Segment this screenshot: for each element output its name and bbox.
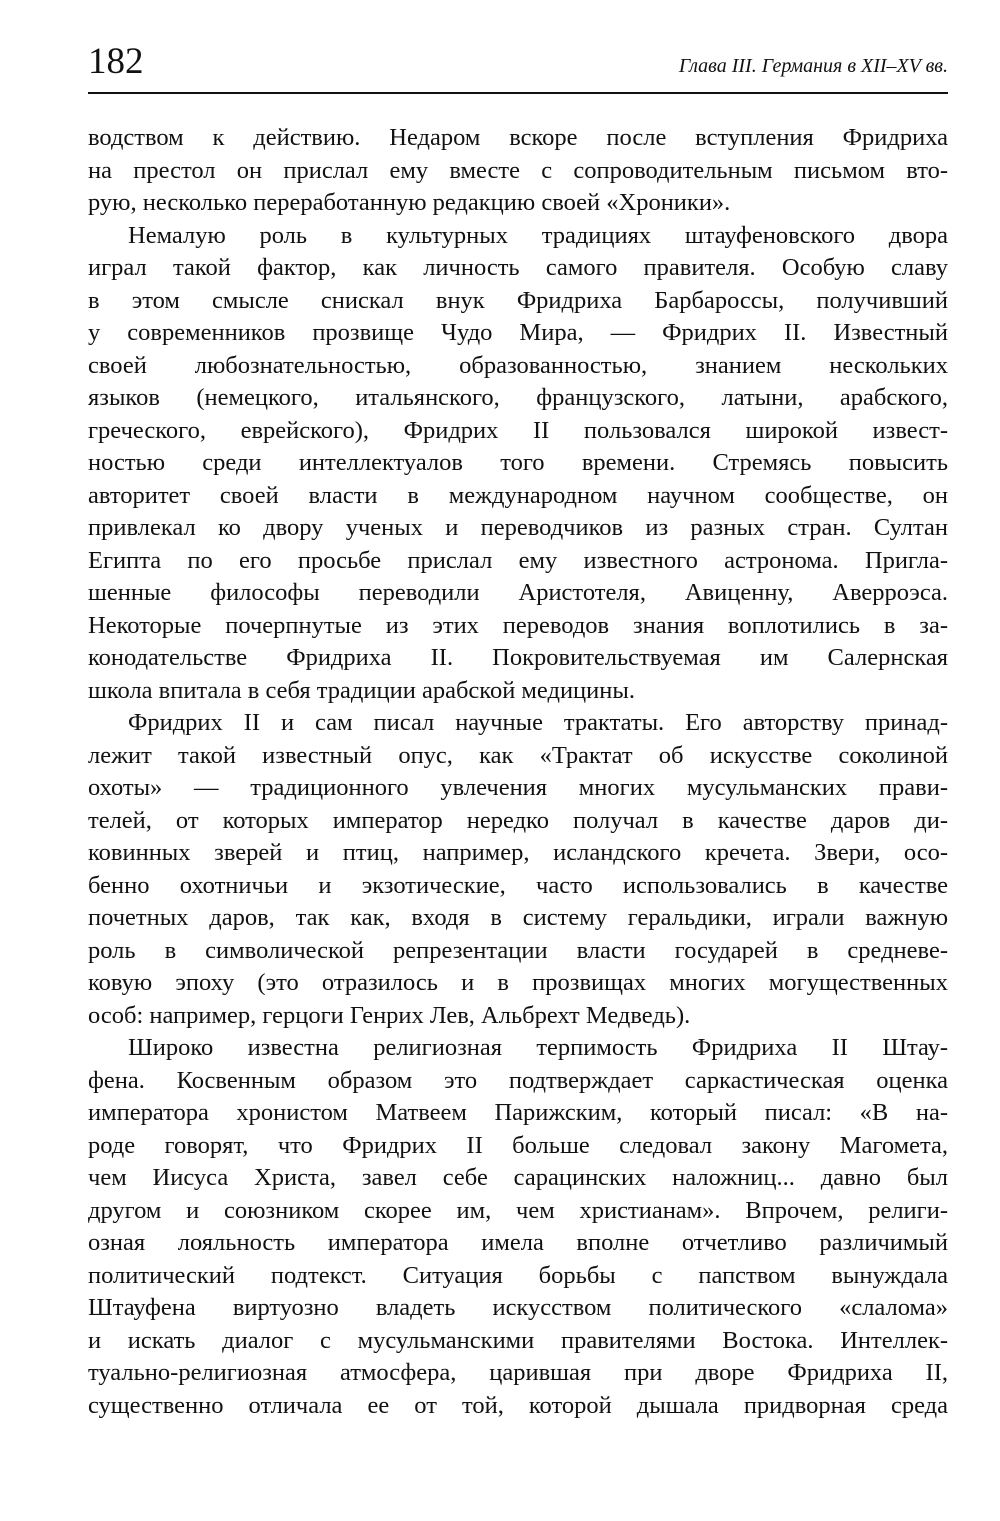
text-line: ковинных зверей и птиц, например, исландского кречета. Звери, осо- (88, 839, 948, 866)
text-line: почетных даров, так как, входя в систему геральдики, играли важную (88, 904, 948, 931)
page-number: 182 (88, 41, 144, 82)
paragraph (88, 122, 948, 220)
text-line: Немалую роль в культурных традициях штауфеновского двора (128, 221, 948, 249)
text-line: Некоторые почерпнутые из этих переводов знания воплотились в за- (88, 611, 948, 639)
running-head: Глава III. Германия в XII–XV вв. (678, 55, 948, 77)
text-line: роде говорят, что Фридрих II больше следовал закону Магомета, (88, 1131, 948, 1159)
text-line: Широко известна религиозная терпимость Фридриха II Штау- (128, 1034, 948, 1061)
text-line: существенно отличала ее от той, которой дышала придворная среда (88, 1391, 948, 1419)
body-text (88, 122, 948, 1422)
text-line: телей, от которых император нередко получал в качестве даров ди- (88, 806, 948, 834)
paragraph (88, 707, 948, 1032)
text-line: лежит такой известный опус, как «Трактат об искусстве соколиной (88, 741, 948, 769)
text-line: водством к действию. Недаром вскоре после вступления Фридриха (88, 124, 948, 151)
text-line: рую, несколько переработанную редакцию своей «Хроники». (88, 189, 731, 216)
text-line: и искать диалог с мусульманскими правителями Востока. Интеллек- (88, 1326, 948, 1354)
text-line: конодательстве Фридриха II. Покровительствуемая им Салернская (88, 644, 948, 671)
text-line: Штауфена виртуозно владеть искусством политического «слалома» (88, 1294, 948, 1321)
text-line: Египта по его просьбе прислал ему известного астронома. Пригла- (88, 546, 948, 574)
text-line: языков (немецкого, итальянского, французского, латыни, арабского, (88, 384, 948, 411)
text-line: авторитет своей власти в международном научном сообществе, он (88, 481, 948, 509)
text-line: другом и союзником скорее им, чем христианам». Впрочем, религи- (88, 1196, 948, 1224)
paragraph (88, 220, 948, 708)
text-line: бенно охотничьи и экзотические, часто использовались в качестве (88, 871, 948, 899)
paragraph (88, 1032, 948, 1422)
text-line: озная лояльность императора имела вполне отчетливо различимый (88, 1229, 948, 1256)
text-line: школа впитала в себя традиции арабской медицины. (88, 676, 635, 704)
text-line: чем Иисуса Христа, завел себе сарацинских наложниц... давно был (88, 1164, 948, 1191)
text-line: своей любознательностью, образованностью, знанием нескольких (88, 351, 948, 379)
book-page (88, 36, 948, 1422)
text-line: особ: например, герцоги Генрих Лев, Альбрехт Медведь). (88, 1001, 691, 1029)
text-line: греческого, еврейского), Фридрих II пользовался широкой извест- (88, 416, 948, 444)
page-header (88, 36, 948, 94)
text-line: императора хронистом Матвеем Парижским, который писал: «В на- (88, 1099, 948, 1126)
text-line: у современников прозвище Чудо Мира, — Фридрих II. Известный (88, 319, 948, 346)
text-line: туально-религиозная атмосфера, царившая при дворе Фридриха II, (88, 1359, 948, 1386)
text-line: фена. Косвенным образом это подтверждает саркастическая оценка (88, 1066, 948, 1094)
text-line: на престол он прислал ему вместе с сопроводительным письмом вто- (88, 156, 948, 184)
text-line: ковую эпоху (это отразилось и в прозвищах многих могущественных (88, 969, 948, 996)
text-line: охоты» — традиционного увлечения многих мусульманских прави- (88, 774, 948, 801)
text-line: ностью среди интеллектуалов того времени. Стремясь повысить (88, 449, 948, 476)
text-line: в этом смысле снискал внук Фридриха Барбароссы, получивший (88, 286, 948, 314)
text-line: шенные философы переводили Аристотеля, Авиценну, Аверроэса. (88, 579, 948, 606)
text-line: Фридрих II и сам писал научные трактаты. Его авторству принад- (128, 709, 948, 736)
text-line: политический подтекст. Ситуация борьбы с папством вынуждала (88, 1261, 948, 1289)
text-line: играл такой фактор, как личность самого правителя. Особую славу (88, 254, 948, 281)
text-line: роль в символической репрезентации власти государей в средневе- (88, 936, 948, 964)
text-line: привлекал ко двору ученых и переводчиков из разных стран. Султан (88, 514, 948, 541)
